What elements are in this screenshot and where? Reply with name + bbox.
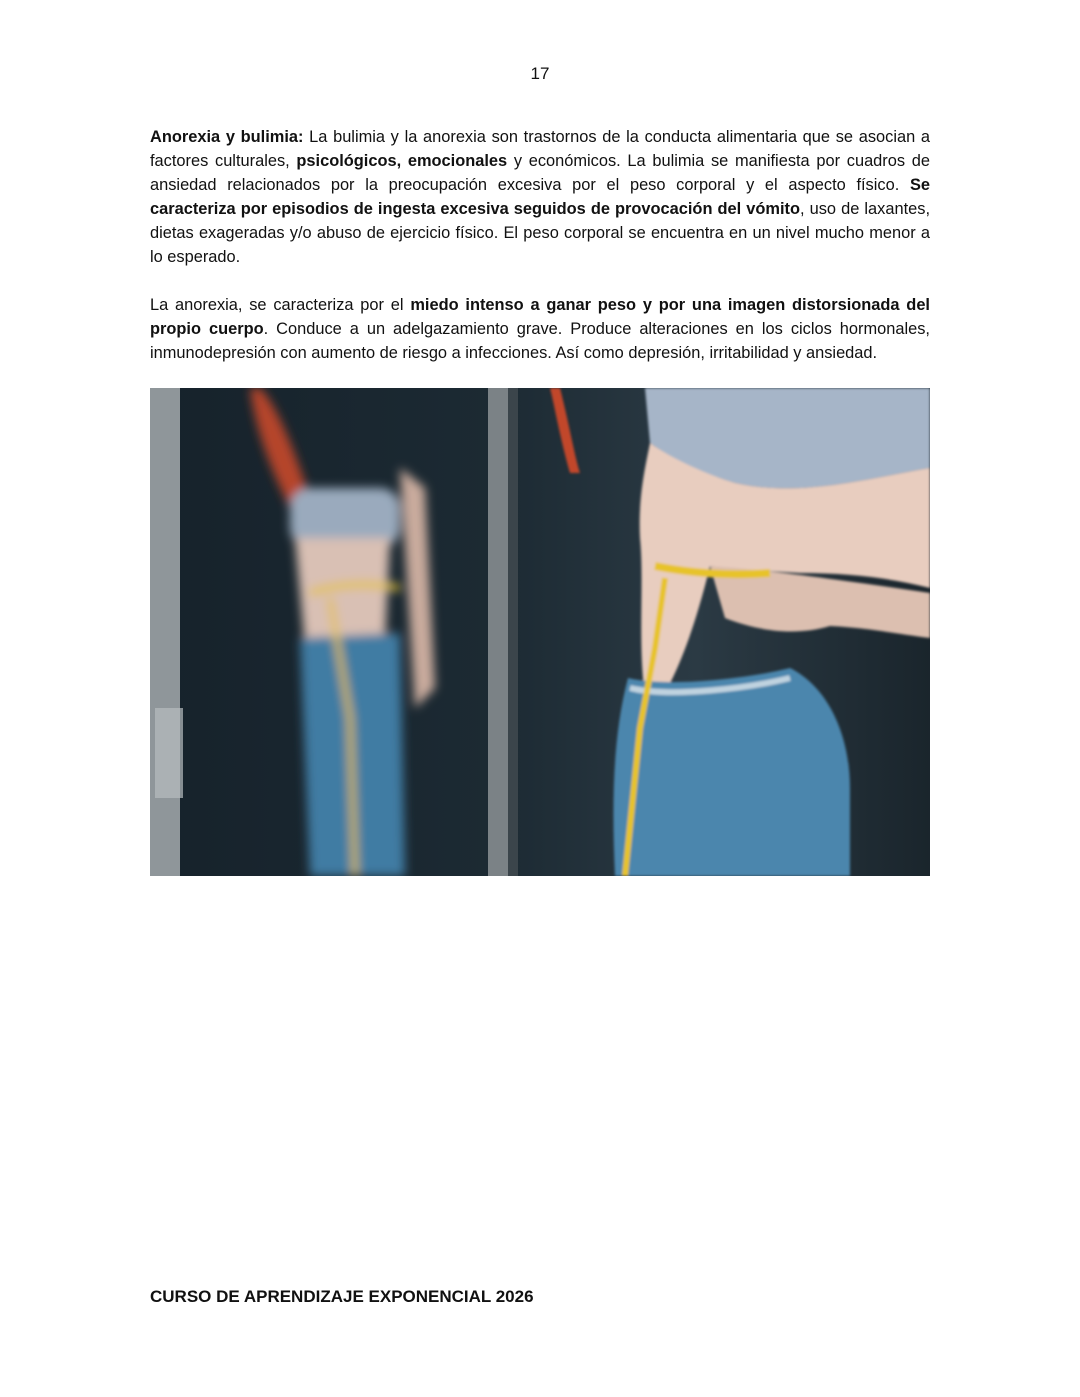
text-segment: La bulimia y la anorexia son trastornos de la conducta alimentaria que se asocian a factores culturales, bbox=[150, 128, 930, 170]
mirror-frame bbox=[150, 388, 180, 876]
page-number: 17 bbox=[530, 64, 550, 83]
paragraph-anorexia-bulimia bbox=[150, 125, 930, 269]
text-segment: Se caracteriza por episodios de ingesta excesiva seguidos de provocación del vómito bbox=[150, 176, 930, 218]
photo-illustration bbox=[150, 388, 930, 876]
text-segment: . Conduce a un adelgazamiento grave. Produce alteraciones en los ciclos hormonales, inmunodepresión con aumento de riesgo a infecciones. Así como depresión, irritabilidad y ansiedad. bbox=[150, 320, 930, 362]
figure-photo bbox=[150, 388, 930, 876]
text-segment: y económicos. La bulimia se manifiesta por cuadros de ansiedad relacionados por la preocupación excesiva por el peso corporal y el aspecto físico. bbox=[150, 152, 930, 194]
footer-course-title: CURSO DE APRENDIZAJE EXPONENCIAL 2026 bbox=[150, 1287, 534, 1306]
paragraph-anorexia bbox=[150, 293, 930, 365]
text-segment: psicológicos, emocionales bbox=[296, 152, 508, 170]
text-segment: miedo intenso a ganar peso y por una imagen distorsionada del propio cuerpo bbox=[150, 296, 930, 338]
text-segment: , uso de laxantes, dietas exageradas y/o abuso de ejercicio físico. El peso corporal se encuentra en un nivel mucho menor a lo esperado. bbox=[150, 200, 930, 266]
text-segment: La anorexia, se caracteriza por el bbox=[150, 296, 411, 314]
text-segment: Anorexia y bulimia: bbox=[150, 128, 304, 146]
